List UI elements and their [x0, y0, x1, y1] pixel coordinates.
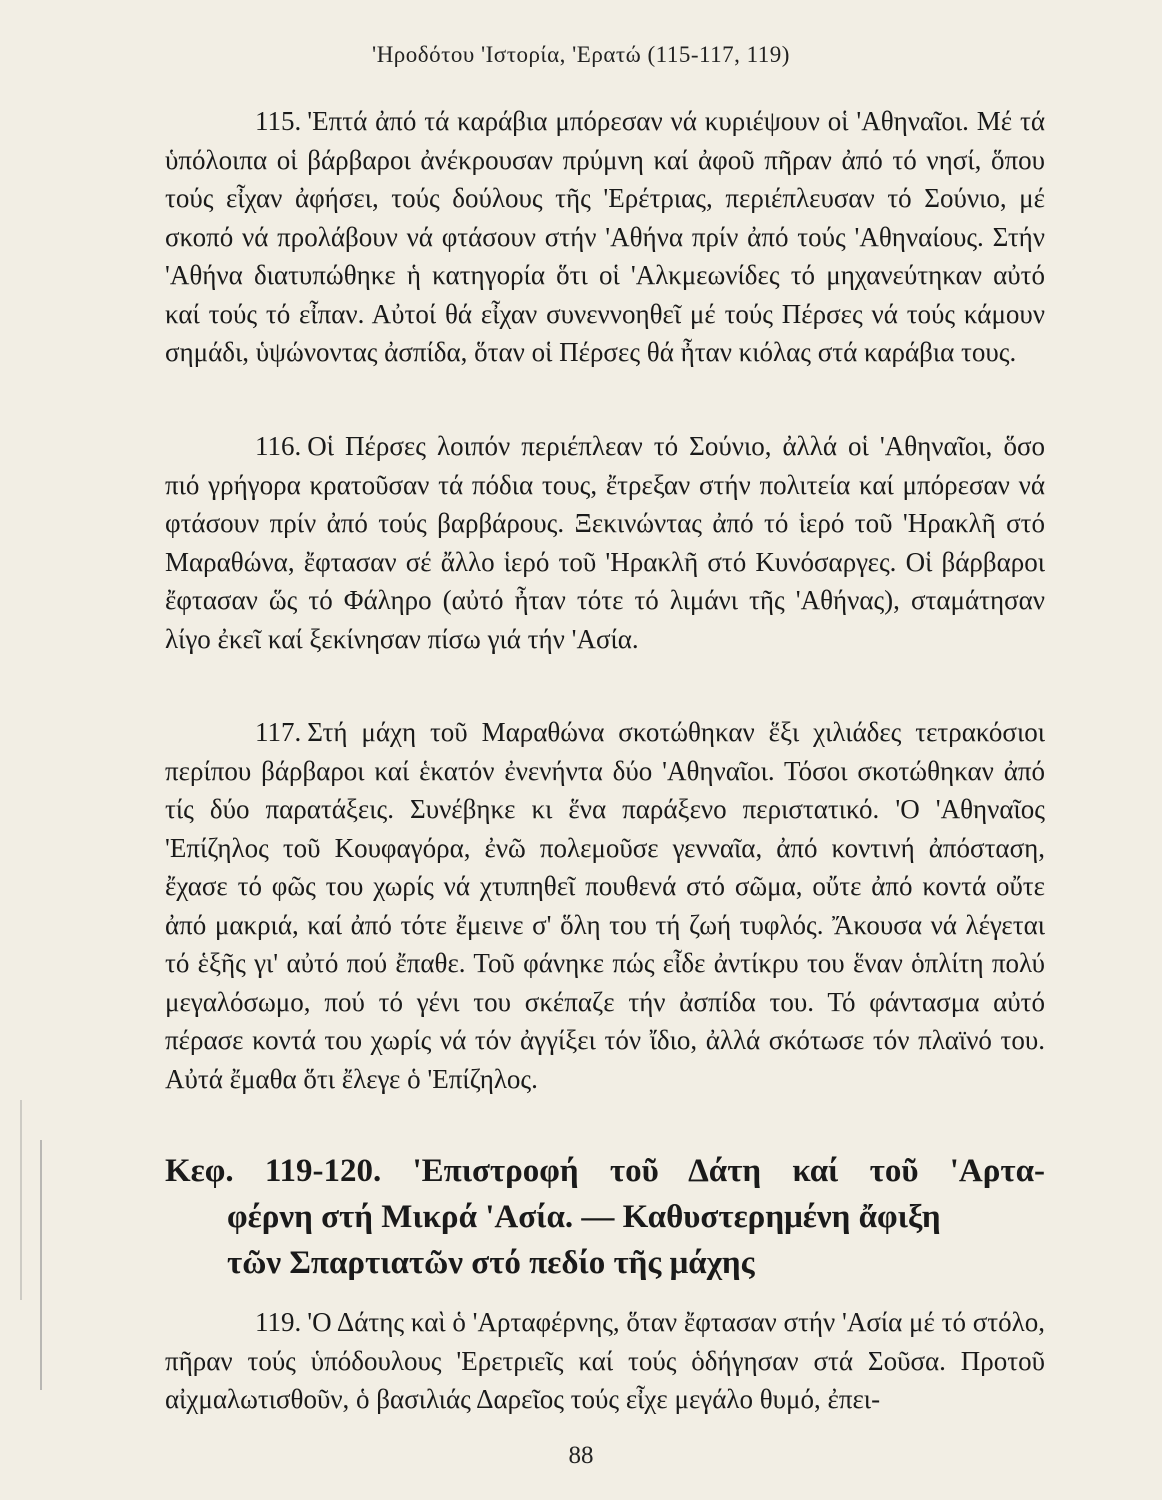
paragraph-number: 119. [255, 1307, 302, 1337]
paragraph-number: 117. [255, 717, 302, 747]
chapter-heading-line-1: Κεφ. 119-120. 'Επιστροφή τοῦ Δάτη καί τοῦ 'Αρτα- [165, 1153, 1045, 1189]
page-number: 88 [568, 1442, 594, 1469]
paragraph-116 [165, 427, 1045, 658]
chapter-heading [165, 1148, 1045, 1286]
chapter-heading-line-3: τῶν Σπαρτιατῶν στό πεδίο τῆς μάχης [227, 1245, 755, 1281]
chapter-heading-line-2: φέρνη στή Μικρά 'Ασία. — Καθυστερημένη ἄφιξη [227, 1199, 941, 1235]
paragraph-115 [165, 102, 1045, 372]
running-header: 'Ηροδότου 'Ιστορία, 'Ερατώ (115-117, 119) [372, 42, 790, 67]
page-edge-shadow-secondary [20, 1100, 22, 1300]
paragraph-text: 'Επτά ἀπό τά καράβια μπόρεσαν νά κυριέψουν οἱ 'Αθηναῖοι. Μέ τά ὑπόλοιπα οἱ βάρβαροι ἀνέκρουσαν πρύμνη καί ἀφοῦ πῆραν ἀπό τό νησί, ὅπου τούς εἶχαν ἀφήσει, τούς δούλους τῆς 'Ερέτριας, περιέπλευσαν τό Σούνιο, μέ σκοπό νά προλάβουν νά φτάσουν στήν 'Αθήνα πρίν ἀπό τούς 'Αθηναίους. Στήν 'Αθήνα διατυπώθηκε ἡ κατηγορία ὅτι οἱ 'Αλκμεωνίδες τό μηχανεύτηκαν αὐτό καί τούς τό εἶπαν. Αὐτοί θά εἶχαν συνεννοηθεῖ μέ τούς Πέρσες νά τούς κάμουν σημάδι, ὑψώνοντας ἀσπίδα, ὅταν οἱ Πέρσες θά ἦταν κιόλας στά καράβια τους. [165, 106, 1045, 367]
paragraph-number: 116. [255, 431, 302, 461]
paragraph-number: 115. [255, 106, 302, 136]
paragraph-text: 'Ο Δάτης καὶ ὁ 'Αρταφέρνης, ὅταν ἔφτασαν στήν 'Ασία μέ τό στόλο, πῆραν τούς ὑπόδουλους 'Ερετριεῖς καί τούς ὁδήγησαν στά Σοῦσα. Προτοῦ αἰχμαλωτισθοῦν, ὁ βασιλιάς Δαρεῖος τούς εἶχε μεγάλο θυμό, ἐπει- [165, 1307, 1045, 1414]
paragraph-117 [165, 713, 1045, 1098]
paragraph-text: Στή μάχη τοῦ Μαραθώνα σκοτώθηκαν ἕξι χιλιάδες τετρακόσιοι περίπου βάρβαροι καί ἑκατόν ἐνενήντα δύο 'Αθηναῖοι. Τόσοι σκοτώθηκαν ἀπό τίς δύο παρατάξεις. Συνέβηκε κι ἕνα παράξενο περιστατικό. 'Ο 'Αθηναῖος 'Επίζηλος τοῦ Κουφαγόρα, ἐνῶ πολεμοῦσε γενναῖα, ἀπό κοντινή ἀπόσταση, ἔχασε τό φῶς του χωρίς νά χτυπηθεῖ πουθενά στό σῶμα, οὔτε ἀπό κοντά οὔτε ἀπό μακριά, καί ἀπό τότε ἔμεινε σ' ὅλη του τή ζωή τυφλός. Ἄκουσα νά λέγεται τό ἑξῆς γι' αὐτό πού ἔπαθε. Τοῦ φάνηκε πώς εἶδε ἀντίκρυ του ἕναν ὁπλίτη πολύ μεγαλόσωμο, πού τό γένι του σκέπαζε τήν ἀσπίδα του. Τό φάντασμα αὐτό πέρασε κοντά του χωρίς νά τόν ἀγγίξει τόν ἴδιο, ἀλλά σκότωσε τόν πλαϊνό του. Αὐτά ἔμαθα ὅτι ἔλεγε ὁ 'Επίζηλος. [165, 717, 1045, 1094]
page-edge-shadow [40, 1140, 42, 1390]
paragraph-text: Οἱ Πέρσες λοιπόν περιέπλεαν τό Σούνιο, ἀλλά οἱ 'Αθηναῖοι, ὅσο πιό γρήγορα κρατοῦσαν τά πόδια τους, ἔτρεξαν στήν πολιτεία καί μπόρεσαν νά φτάσουν πρίν ἀπό τούς βαρβάρους. Ξεκινώντας ἀπό τό ἱερό τοῦ 'Ηρακλῆ στό Μαραθώνα, ἔφτασαν σέ ἄλλο ἱερό τοῦ 'Ηρακλῆ στό Κυνόσαργες. Οἱ βάρβαροι ἔφτασαν ὥς τό Φάληρο (αὐτό ἦταν τότε τό λιμάνι τῆς 'Αθήνας), σταμάτησαν λίγο ἐκεῖ καί ξεκίνησαν πίσω γιά τήν 'Ασία. [165, 431, 1045, 654]
paragraph-119 [165, 1303, 1045, 1419]
